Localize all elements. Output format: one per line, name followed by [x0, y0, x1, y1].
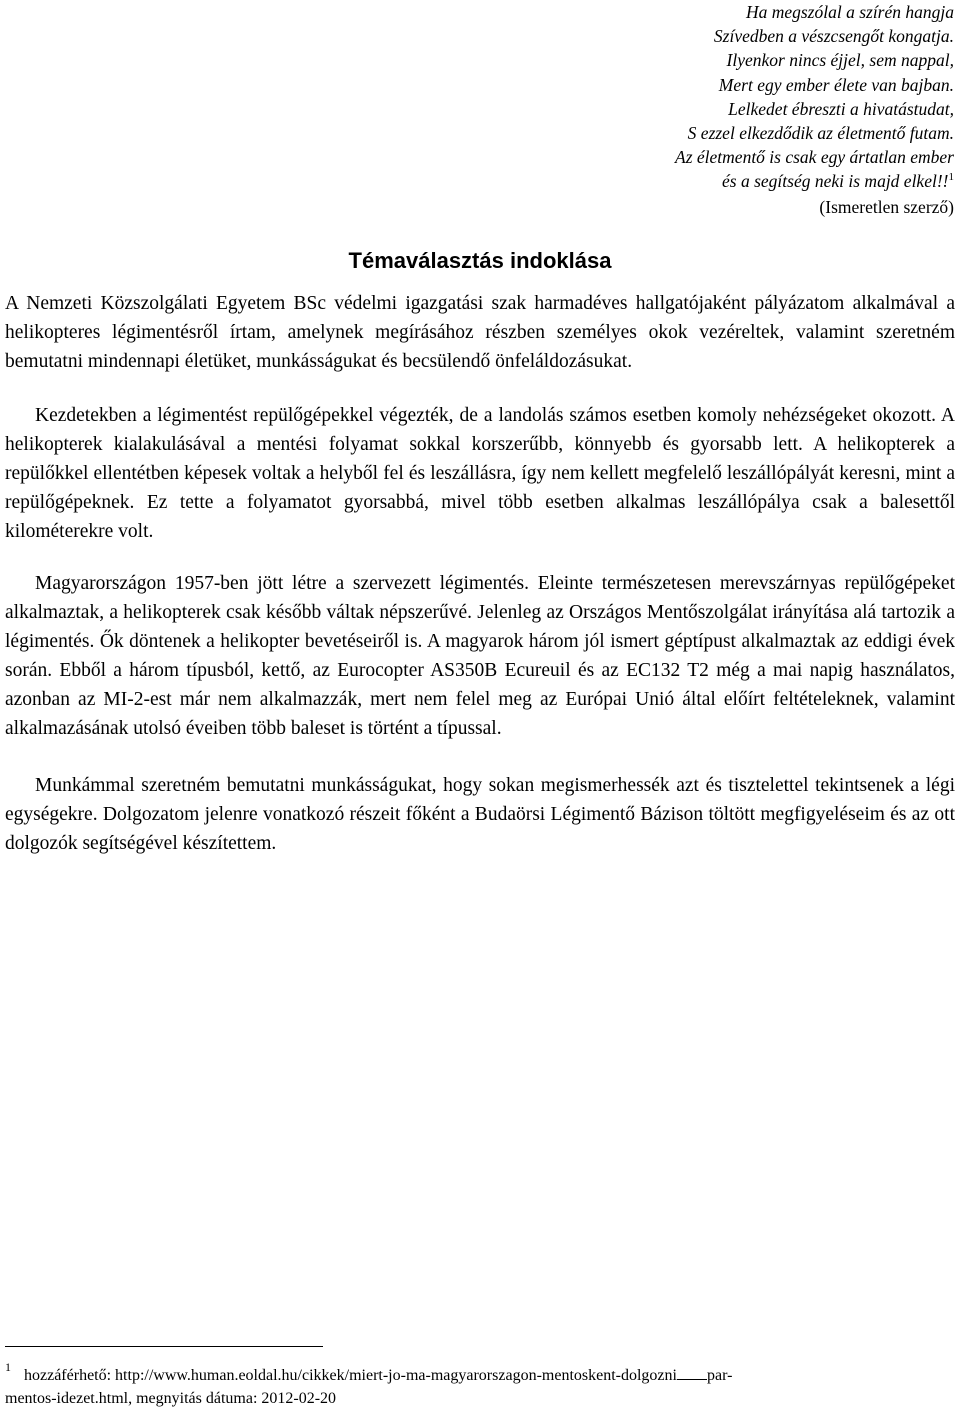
footnote-url[interactable]: hozzáférhető: http://www.human.eoldal.hu/cikkek/miert-jo-ma-magyarorszagon-mentoskent-dolgozni — [24, 1367, 677, 1384]
section-heading: Témaválasztás indoklása — [348, 248, 612, 273]
footnote-url-continued[interactable]: par- — [706, 1367, 733, 1384]
paragraph: Munkámmal szeretném bemutatni munkásságukat, hogy sokan megismerhessék azt és tisztelettel tekintsenek a légi egységekre. Dolgozatom jelenre vonatkozó részeit főként a Budaörsi Légimentő Bázison töltött megfigyeléseim és az ott dolgozók segítségével készítettem. — [5, 775, 955, 854]
footnote-number: 1 — [5, 1360, 11, 1374]
poem-line: Az életmentő is csak egy ártatlan ember — [675, 147, 954, 168]
footnote-line-2: mentos-idezet.html, megnyitás dátuma: 2012-02-20 — [5, 1390, 337, 1407]
underscore-gap — [677, 1365, 707, 1380]
poem-line: Mert egy ember élete van bajban. — [718, 74, 954, 95]
poem-line: Ha megszólal a szírén hangja — [745, 2, 954, 22]
epigraph-poem — [494, 0, 954, 219]
poem-line: Szívedben a vészcsengőt kongatja. — [713, 26, 954, 47]
poem-line: és a segítség neki is majd elkel!! — [722, 171, 949, 192]
footnote — [5, 1360, 960, 1410]
paragraph: A Nemzeti Közszolgálati Egyetem BSc védelmi igazgatási szak harmadéves hallgatójaként pályázatom alkalmával a helikopteres légimentésről írtam, amelynek megírásához részben személyes okok vezéreltek, valamint szeretném bemutatni mindennapi életüket, munkásságukat és becsülendő önfeláldozásukat. — [5, 293, 955, 372]
poem-line: S ezzel elkezdődik az életmentő futam. — [687, 123, 954, 144]
poem-last-line — [494, 169, 954, 193]
footnote-separator — [5, 1346, 323, 1347]
body-text — [5, 289, 955, 858]
poem-author: (Ismeretlen szerző) — [819, 196, 954, 217]
footnote-line — [5, 1364, 960, 1387]
footnote-reference[interactable]: 1 — [948, 171, 954, 184]
poem-line: Lelkedet ébreszti a hivatástudat, — [728, 98, 954, 119]
poem-line: Ilyenkor nincs éjjel, sem nappal, — [726, 50, 954, 71]
paragraph: Kezdetekben a légimentést repülőgépekkel végezték, de a landolás számos esetben komoly nehézségeket okozott. A helikopterek kialakulásával a mentési folyamat sokkal korszerűbb, könnyebb és gyorsabb lett. A helikopterek a repülőkkel ellentétben képesek voltak a helyből fel és leszállásra, így nem kellett megfelelő leszállópályát keresni, mint a repülőgépeknek. Ez tette a folyamatot gyorsabbá, mivel több esetben alkalmas leszállópálya csak a balesettől kilométerekre volt. — [5, 405, 955, 542]
paragraph: Magyarországon 1957-ben jött létre a szervezett légimentés. Eleinte természetesen merevszárnyas repülőgépeket alkalmaztak, a helikopterek csak később váltak népszerűvé. Jelenleg az Országos Mentőszolgálat irányítása alá tartozik a légimentés. Ők döntenek a helikopter bevetéseiről is. A magyarok három jól ismert géptípust alkalmaztak az eddigi évek során. Ebből a három típusból, kettő, az Eurocopter AS350B Ecureuil és az EC132 T2 még a mai napig használatos, azonban az MI-2-est már nem alkalmazzák, mert nem felel meg az Európai Unió által előírt feltételeknek, valamint alkalmazásának utolsó éveiben több baleset is történt a típussal. — [5, 573, 955, 739]
